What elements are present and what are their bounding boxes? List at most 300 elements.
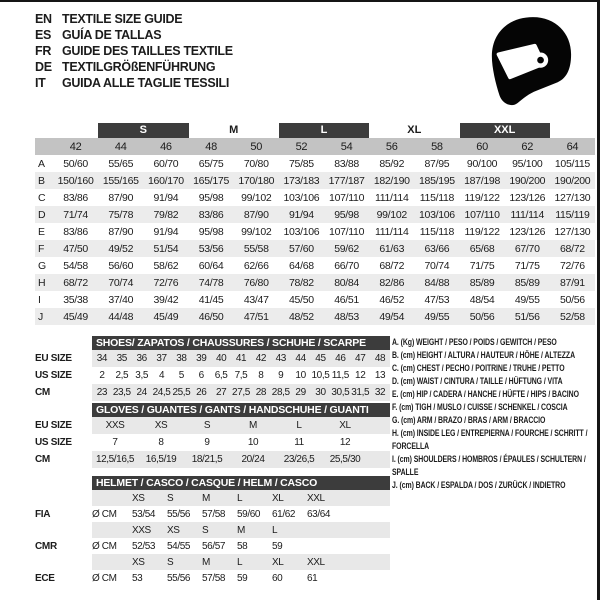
measurement-cell: 50/60 xyxy=(63,157,88,170)
measurement-cell: 103/106 xyxy=(418,208,455,221)
helmet-table-title: HELMET / CASCO / CASQUE / HELM / CASCO xyxy=(92,476,390,490)
shoes-table-body xyxy=(92,336,390,401)
measurement-cell: 48/52 xyxy=(289,310,314,323)
size-col-48: 48 xyxy=(205,140,217,153)
measurement-cell: 49/55 xyxy=(424,310,450,323)
shoes-row-labels xyxy=(35,336,92,401)
shoes-value-cell: 25,5 xyxy=(172,387,191,398)
measurement-cell: 59/62 xyxy=(334,242,359,255)
shoes-value-cell: 4 xyxy=(158,370,165,381)
helmet-value-cell: 59 xyxy=(272,540,283,552)
gloves-value-cell: 7 xyxy=(112,437,118,448)
size-col-44: 44 xyxy=(114,140,127,153)
helmet-size-cell: L xyxy=(237,492,243,504)
measurement-cell: 80/84 xyxy=(334,276,359,289)
measurement-cell: 70/80 xyxy=(243,157,269,170)
shoes-value-cell: 24,5 xyxy=(152,387,171,398)
measurement-cell: 44/48 xyxy=(108,310,134,323)
helmet-value-row-fia xyxy=(92,506,390,522)
measurement-cell: 66/70 xyxy=(334,259,359,272)
shoes-label-eu-size: EU SIZE xyxy=(35,353,72,364)
size-col-62: 62 xyxy=(521,140,534,153)
measurement-cell: 56/60 xyxy=(108,259,134,272)
helmet-size-cell: S xyxy=(167,556,174,568)
row-letter: C xyxy=(38,191,46,204)
measurement-cell: 71/75 xyxy=(469,259,495,272)
legend-item-e: E. (cm) HIP / CADERA / HANCHE / HÜFTE / HIPS / BACINO xyxy=(392,389,579,399)
measurement-cell: 65/75 xyxy=(198,157,224,170)
helmet-value-cell: 55/56 xyxy=(167,508,191,520)
measurement-cell: 91/94 xyxy=(153,225,179,238)
helmet-row-labels xyxy=(35,476,92,586)
measurement-cell: 87/95 xyxy=(424,157,450,170)
row-letter: H xyxy=(38,276,46,289)
measurement-row-a xyxy=(35,155,595,172)
measurement-cell: 48/53 xyxy=(334,310,359,323)
measurement-cell: 48/54 xyxy=(469,293,495,306)
helmet-value-cell: 55/56 xyxy=(167,572,191,584)
gloves-value-cell: M xyxy=(249,420,257,431)
gloves-value-cell: XL xyxy=(339,420,351,431)
measurement-cell: 87/90 xyxy=(108,191,134,204)
measurement-cell: 105/115 xyxy=(554,157,590,170)
row-letter: G xyxy=(38,259,47,272)
helmet-size-cell: XS xyxy=(132,492,145,504)
gloves-value-cell: XS xyxy=(154,420,168,431)
shoes-value-cell: 12 xyxy=(355,370,366,381)
shoes-rows xyxy=(92,350,390,401)
size-col-42: 42 xyxy=(69,140,82,153)
size-col-52: 52 xyxy=(295,140,308,153)
helmet-size-cell: S xyxy=(202,524,209,536)
measurement-cell: 45/49 xyxy=(153,310,179,323)
measurement-cell: 173/183 xyxy=(283,174,320,187)
measurement-cell: 49/55 xyxy=(514,293,540,306)
helmet-size-cell: XS xyxy=(167,524,180,536)
shoes-value-cell: 48 xyxy=(374,353,386,364)
language-row-it xyxy=(35,75,233,91)
measurement-cell: 76/80 xyxy=(243,276,269,289)
helmet-value-cell: 60 xyxy=(272,572,283,584)
measurement-cell: 55/65 xyxy=(108,157,134,170)
measurement-cell: 75/78 xyxy=(108,208,134,221)
size-group-s: S xyxy=(98,123,188,138)
measurement-cell: 52/58 xyxy=(560,310,585,323)
gloves-value-cell: 16,5/19 xyxy=(145,454,177,465)
size-col-46: 46 xyxy=(160,140,172,153)
size-group-m: M xyxy=(229,124,239,136)
measurement-cell: 165/175 xyxy=(193,174,229,187)
measurement-cell: 190/200 xyxy=(509,174,546,187)
row-letter: A xyxy=(38,157,46,170)
language-code: FR xyxy=(35,44,52,58)
shoes-value-cell: 47 xyxy=(355,353,366,364)
shoes-value-cell: 38 xyxy=(176,353,187,364)
shoes-value-cell: 26 xyxy=(196,387,207,398)
shoes-value-cell: 44 xyxy=(295,353,306,364)
measurement-cell: 123/126 xyxy=(509,191,546,204)
shoes-value-cell: 29 xyxy=(295,387,306,398)
legend-item-f: F. (cm) TIGH / MUSLO / CUISSE / SCHENKEL / COSCIA xyxy=(392,402,568,412)
measurement-cell: 107/110 xyxy=(329,191,365,204)
measurement-cell: 49/52 xyxy=(108,242,134,255)
shoes-value-cell: 27,5 xyxy=(232,387,250,398)
language-code: ES xyxy=(35,28,52,42)
gloves-row xyxy=(92,417,390,434)
measurement-cell: 35/38 xyxy=(63,293,88,306)
gloves-value-cell: 20/24 xyxy=(241,454,265,465)
gloves-label-eu-size: EU SIZE xyxy=(35,420,72,431)
legend-item-i: I. (cm) SHOULDERS / HOMBROS / ÉPAULES / SCHULTERN / SPALLE xyxy=(392,454,586,477)
row-letter: F xyxy=(38,242,45,255)
language-title: GUÍA DE TALLAS xyxy=(62,28,162,42)
measurement-row-f xyxy=(35,240,595,257)
size-group-xl: XL xyxy=(407,124,422,136)
shoes-value-cell: 41 xyxy=(235,353,247,364)
measurement-cell: 115/119 xyxy=(555,208,590,221)
legend-item-j: J. (cm) BACK / ESPALDA / DOS / ZURÜCK / INDIETRO xyxy=(392,480,566,490)
gloves-value-cell: 12 xyxy=(339,437,351,448)
legend-item-c: C. (cm) CHEST / PECHO / POITRINE / TRUHE / PETTO xyxy=(392,363,565,373)
measurement-cell: 83/88 xyxy=(334,157,359,170)
shoes-label-cm: CM xyxy=(35,387,50,398)
measurement-row-b xyxy=(35,172,595,189)
legend-item-d: D. (cm) WAIST / CINTURA / TAILLE / HÜFTUNG / VITA xyxy=(392,376,563,386)
helmet-value-cell: 61 xyxy=(307,572,318,584)
gloves-table-body xyxy=(92,403,390,468)
shoes-value-cell: 2 xyxy=(99,370,105,381)
measurement-cell: 50/56 xyxy=(560,293,585,306)
helmet-size-row-fia xyxy=(92,490,390,506)
helmet-size-cell: S xyxy=(167,492,174,504)
measurement-cell: 47/50 xyxy=(63,242,88,255)
measurement-cell: 95/100 xyxy=(512,157,543,170)
helmet-unit-cell: Ø CM xyxy=(92,572,117,584)
measurement-cell: 111/114 xyxy=(374,225,409,238)
shoes-value-cell: 11,5 xyxy=(331,370,349,381)
measurement-cell: 103/106 xyxy=(283,225,320,238)
gloves-value-cell: 23/26,5 xyxy=(283,454,315,465)
measurement-cell: 87/90 xyxy=(108,225,134,238)
shoes-value-cell: 3,5 xyxy=(135,370,148,381)
shoes-value-cell: 9 xyxy=(278,370,284,381)
measurement-row-h xyxy=(35,274,595,291)
helmet-size-cell: XL xyxy=(272,492,284,504)
helmet-value-cell: 53/54 xyxy=(132,508,156,520)
measurement-cell: 62/66 xyxy=(243,259,269,272)
helmet-value-row-cmr xyxy=(92,538,390,554)
measurement-cell: 68/72 xyxy=(560,242,585,255)
gloves-value-cell: 12,5/16,5 xyxy=(95,454,135,465)
gloves-value-cell: 25,5/30 xyxy=(329,454,361,465)
helmet-label-spacer xyxy=(35,554,92,570)
measurement-cell: 84/88 xyxy=(424,276,450,289)
measurement-legend xyxy=(392,336,597,492)
size-col-56: 56 xyxy=(385,140,398,153)
helmet-value-cell: 59 xyxy=(237,572,248,584)
shoes-value-cell: 30 xyxy=(315,387,326,398)
measurement-cell: 43/47 xyxy=(243,293,269,306)
shoes-value-cell: 6 xyxy=(198,370,204,381)
shoes-value-cell: 24 xyxy=(136,387,147,398)
language-title: GUIDE DES TAILLES TEXTILE xyxy=(62,44,233,58)
helmet-size-cell: XXL xyxy=(307,492,325,504)
measurement-cell: 91/94 xyxy=(289,208,314,221)
helmet-size-cell: XL xyxy=(272,556,284,568)
language-code: IT xyxy=(35,76,46,90)
language-title: TEXTILGRÖßENFÜHRUNG xyxy=(62,60,216,74)
racing-helmet-icon xyxy=(489,13,573,111)
shoes-row xyxy=(92,384,390,401)
measurement-cell: 49/54 xyxy=(379,310,405,323)
measurement-cell: 170/180 xyxy=(238,174,275,187)
helmet-value-cell: 63/64 xyxy=(307,508,331,520)
measurement-cell: 68/72 xyxy=(63,276,88,289)
gloves-table-title: GLOVES / GUANTES / GANTS / HANDSCHUHE / GUANTI xyxy=(92,403,390,417)
shoes-size-table xyxy=(35,336,390,401)
helmet-value-cell: 54/55 xyxy=(167,540,191,552)
helmet-table-body xyxy=(92,476,390,586)
shoes-value-cell: 13 xyxy=(374,370,386,381)
measurement-cell: 85/89 xyxy=(469,276,495,289)
helmet-size-cell: M xyxy=(202,556,210,568)
shoes-value-cell: 10 xyxy=(295,370,306,381)
measurement-cell: 45/49 xyxy=(63,310,88,323)
shoes-value-cell: 10,5 xyxy=(311,370,330,381)
row-letter: B xyxy=(38,174,46,187)
helmet-size-row-cmr xyxy=(92,522,390,538)
measurement-cell: 70/74 xyxy=(108,276,134,289)
gloves-size-table xyxy=(35,403,390,468)
measurement-cell: 83/86 xyxy=(198,208,224,221)
measurement-cell: 61/63 xyxy=(379,242,405,255)
helmet-unit-cell: Ø CM xyxy=(92,508,117,520)
measurement-cell: 90/100 xyxy=(466,157,498,170)
measurement-cell: 187/198 xyxy=(464,174,500,187)
measurement-cell: 182/190 xyxy=(373,174,410,187)
row-letter: E xyxy=(38,225,46,238)
size-col-58: 58 xyxy=(431,140,443,153)
shoes-value-cell: 31,5 xyxy=(351,387,370,398)
size-col-60: 60 xyxy=(476,140,488,153)
shoes-value-cell: 5 xyxy=(178,370,184,381)
language-title: GUIDA ALLE TAGLIE TESSILI xyxy=(62,76,230,90)
measurement-cell: 87/91 xyxy=(560,276,585,289)
language-list xyxy=(35,11,233,91)
size-group-l: L xyxy=(279,123,369,138)
helmet-size-cell: M xyxy=(237,524,245,536)
shoes-value-cell: 42 xyxy=(255,353,267,364)
measurement-cell: 85/89 xyxy=(514,276,540,289)
measurement-cell: 99/102 xyxy=(241,191,272,204)
gloves-value-cell: 18/21,5 xyxy=(191,454,223,465)
measurement-cell: 74/78 xyxy=(198,276,224,289)
measurement-cell: 55/58 xyxy=(243,242,269,255)
measurement-cell: 47/53 xyxy=(424,293,450,306)
shoes-value-cell: 23 xyxy=(96,387,108,398)
size-col-54: 54 xyxy=(340,140,353,153)
measurement-cell: 87/90 xyxy=(243,208,269,221)
shoes-row xyxy=(92,367,390,384)
helmet-value-cell: 61/62 xyxy=(272,508,296,520)
shoes-value-cell: 23,5 xyxy=(112,387,131,398)
helmet-value-cell: 57/58 xyxy=(202,508,226,520)
helmet-label-ece: ECE xyxy=(35,572,55,584)
legend-item-h: H. (cm) INSIDE LEG / ENTREPIERNA / FOURCHE / SCHRITT / FORCELLA xyxy=(392,428,588,451)
gloves-value-cell: 8 xyxy=(158,437,164,448)
helmet-label-spacer xyxy=(35,522,92,538)
gloves-label-cm: CM xyxy=(35,454,50,465)
measurement-cell: 95/98 xyxy=(198,191,224,204)
shoes-value-cell: 40 xyxy=(215,353,227,364)
shoes-label-us-size: US SIZE xyxy=(35,370,72,381)
measurement-cell: 107/110 xyxy=(329,225,365,238)
gloves-value-cell: L xyxy=(296,420,302,431)
helmet-size-table xyxy=(35,476,390,586)
language-title: TEXTILE SIZE GUIDE xyxy=(62,12,183,26)
size-col-64: 64 xyxy=(566,140,579,153)
row-letter: D xyxy=(38,208,46,221)
helmet-size-row-ece xyxy=(92,554,390,570)
measurement-cell: 65/68 xyxy=(469,242,495,255)
measurement-cell: 111/114 xyxy=(510,208,544,221)
shoes-value-cell: 43 xyxy=(275,353,286,364)
measurement-cell: 119/122 xyxy=(464,191,500,204)
shoes-value-cell: 39 xyxy=(196,353,207,364)
language-code: EN xyxy=(35,12,52,26)
measurement-cell: 60/70 xyxy=(153,157,179,170)
helmet-label-cmr: CMR xyxy=(35,540,57,552)
main-size-table xyxy=(35,122,595,325)
measurement-cell: 71/74 xyxy=(63,208,88,221)
measurement-cell: 99/102 xyxy=(241,225,272,238)
gloves-value-cell: S xyxy=(203,420,211,431)
measurement-cell: 107/110 xyxy=(464,208,500,221)
measurement-cell: 70/74 xyxy=(424,259,450,272)
measurement-cell: 78/82 xyxy=(289,276,314,289)
gloves-rows xyxy=(92,417,390,468)
row-letter: J xyxy=(38,310,44,323)
measurement-cell: 111/114 xyxy=(374,191,409,204)
measurement-cell: 91/94 xyxy=(153,191,179,204)
measurement-cell: 185/195 xyxy=(418,174,455,187)
shoes-value-cell: 2,5 xyxy=(115,370,129,381)
language-code: DE xyxy=(35,60,52,74)
legend-item-b: B. (cm) HEIGHT / ALTURA / HAUTEUR / HÖHE / ALTEZZA xyxy=(392,350,576,360)
language-row-fr xyxy=(35,43,233,59)
measurement-cell: 37/40 xyxy=(108,293,134,306)
measurement-cell: 72/76 xyxy=(560,259,585,272)
measurement-cell: 67/70 xyxy=(514,242,540,255)
measurement-cell: 46/50 xyxy=(198,310,224,323)
shoes-value-cell: 32 xyxy=(374,387,386,398)
measurement-cell: 119/122 xyxy=(464,225,500,238)
measurement-cell: 83/86 xyxy=(63,191,88,204)
shoes-value-cell: 30,5 xyxy=(331,387,350,398)
measurement-cell: 99/102 xyxy=(376,208,407,221)
helmet-value-cell: 53 xyxy=(132,572,143,584)
helmet-rows xyxy=(92,490,390,586)
measurement-cell: 190/200 xyxy=(554,174,591,187)
language-row-de xyxy=(35,59,233,75)
helmet-value-cell: 58 xyxy=(237,540,248,552)
gloves-value-cell: XXS xyxy=(105,420,125,431)
measurement-cell: 177/187 xyxy=(328,174,365,187)
measurement-cell: 54/58 xyxy=(63,259,88,272)
measurement-cell: 60/64 xyxy=(198,259,224,272)
shoes-value-cell: 27 xyxy=(215,387,227,398)
helmet-value-cell: 56/57 xyxy=(202,540,226,552)
measurement-row-i xyxy=(35,291,595,308)
measurement-cell: 123/126 xyxy=(509,225,546,238)
shoes-table-title: SHOES/ ZAPATOS / CHAUSSURES / SCHUHE / SCARPE xyxy=(92,336,390,350)
gloves-value-cell: 10 xyxy=(247,437,259,448)
measurement-cell: 95/98 xyxy=(334,208,359,221)
shoes-row xyxy=(92,350,390,367)
measurement-cell: 68/72 xyxy=(379,259,405,272)
measurement-cell: 150/160 xyxy=(57,174,94,187)
helmet-label-fia: FIA xyxy=(35,508,51,520)
measurement-cell: 50/56 xyxy=(469,310,495,323)
measurement-cell: 46/51 xyxy=(334,293,359,306)
measurement-cell: 72/76 xyxy=(153,276,179,289)
shoes-value-cell: 45 xyxy=(315,353,326,364)
shoes-value-cell: 46 xyxy=(335,353,346,364)
measurement-cell: 51/56 xyxy=(514,310,540,323)
size-number-row xyxy=(35,138,595,155)
measurement-cell: 115/118 xyxy=(419,225,455,238)
measurement-cell: 47/51 xyxy=(243,310,269,323)
helmet-size-cell: XS xyxy=(132,556,145,568)
measurement-row-d xyxy=(35,206,595,223)
measurement-cell: 41/45 xyxy=(198,293,224,306)
helmet-value-cell: 59/60 xyxy=(237,508,261,520)
shoes-value-cell: 37 xyxy=(156,353,167,364)
helmet-size-cell: XXS xyxy=(132,524,151,536)
measurement-cell: 45/50 xyxy=(289,293,314,306)
size-group-xxl: XXL xyxy=(460,123,550,138)
helmet-value-cell: 57/58 xyxy=(202,572,226,584)
helmet-size-cell: M xyxy=(202,492,210,504)
measurement-cell: 95/98 xyxy=(198,225,224,238)
measurement-cell: 57/60 xyxy=(289,242,314,255)
helmet-size-cell: L xyxy=(272,524,278,536)
helmet-label-spacer xyxy=(35,490,92,506)
measurement-cell: 83/86 xyxy=(63,225,88,238)
shoes-value-cell: 7,5 xyxy=(234,370,248,381)
top-border-line xyxy=(0,0,600,2)
measurement-cell: 63/66 xyxy=(424,242,450,255)
gloves-value-cell: 11 xyxy=(294,437,304,448)
measurement-cell: 53/56 xyxy=(198,242,224,255)
measurement-row-j xyxy=(35,308,595,325)
measurement-cell: 127/130 xyxy=(554,191,591,204)
shoes-value-cell: 28 xyxy=(255,387,267,398)
helmet-value-row-ece xyxy=(92,570,390,586)
helmet-size-cell: XXL xyxy=(307,556,325,568)
helmet-size-cell: L xyxy=(237,556,243,568)
measurement-cell: 71/75 xyxy=(514,259,540,272)
measurement-cell: 115/118 xyxy=(419,191,455,204)
measurement-cell: 64/68 xyxy=(289,259,314,272)
measurement-cell: 51/54 xyxy=(153,242,179,255)
measurement-cell: 58/62 xyxy=(153,259,179,272)
measurement-cell: 39/42 xyxy=(153,293,179,306)
helmet-value-cell: 52/53 xyxy=(132,540,156,552)
shoes-value-cell: 36 xyxy=(136,353,147,364)
measurement-cell: 127/130 xyxy=(554,225,591,238)
measurement-cell: 103/106 xyxy=(283,191,320,204)
